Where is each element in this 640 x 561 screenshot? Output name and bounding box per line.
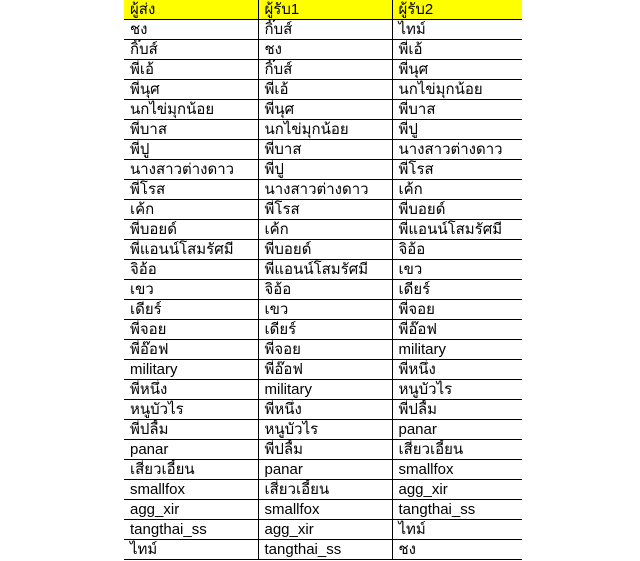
header-row-group xyxy=(124,0,522,20)
cell-recipient-2[interactable]: นางสาวต่างดาว xyxy=(392,140,522,160)
cell-sender[interactable]: พี่หนึ่ง xyxy=(124,380,258,400)
table-row xyxy=(124,300,522,320)
cell-recipient-1[interactable]: พี่นุศ xyxy=(258,100,392,120)
table-row xyxy=(124,200,522,220)
cell-sender[interactable]: พี่นุศ xyxy=(124,80,258,100)
cell-recipient-1[interactable]: หนูบัวไร xyxy=(258,420,392,440)
cell-sender[interactable]: จิอ้อ xyxy=(124,260,258,280)
cell-sender[interactable]: พี่บาส xyxy=(124,120,258,140)
cell-recipient-2[interactable]: military xyxy=(392,340,522,360)
header-recipient-1[interactable]: ผู้รับ1 xyxy=(258,0,392,20)
cell-sender[interactable]: tangthai_ss xyxy=(124,520,258,540)
table-row xyxy=(124,520,522,540)
header-recipient-2[interactable]: ผู้รับ2 xyxy=(392,0,522,20)
cell-recipient-2[interactable]: smallfox xyxy=(392,460,522,480)
cell-recipient-2[interactable]: นกไข่มุกน้อย xyxy=(392,80,522,100)
cell-sender[interactable]: ชง xyxy=(124,20,258,40)
cell-recipient-2[interactable]: พี่ปลื้ม xyxy=(392,400,522,420)
cell-recipient-2[interactable]: พี่อ๊อฟ xyxy=(392,320,522,340)
cell-sender[interactable]: พี่อ๊อฟ xyxy=(124,340,258,360)
cell-recipient-2[interactable]: พี่บาส xyxy=(392,100,522,120)
cell-recipient-2[interactable]: ชง xyxy=(392,540,522,560)
cell-sender[interactable]: พี่บอยด์ xyxy=(124,220,258,240)
cell-recipient-1[interactable]: พี่อ๊อฟ xyxy=(258,360,392,380)
cell-recipient-1[interactable]: พี่หนึ่ง xyxy=(258,400,392,420)
cell-recipient-2[interactable]: พี่นุศ xyxy=(392,60,522,80)
cell-recipient-1[interactable]: เค้ก xyxy=(258,220,392,240)
cell-sender[interactable]: พี่โรส xyxy=(124,180,258,200)
table-row xyxy=(124,360,522,380)
cell-recipient-2[interactable]: พี่จอย xyxy=(392,300,522,320)
cell-sender[interactable]: panar xyxy=(124,440,258,460)
cell-sender[interactable]: พี่จอย xyxy=(124,320,258,340)
cell-recipient-2[interactable]: agg_xir xyxy=(392,480,522,500)
cell-recipient-1[interactable]: พี่บาส xyxy=(258,140,392,160)
cell-sender[interactable]: พี่แอนน์โสมรัศมี xyxy=(124,240,258,260)
table-row xyxy=(124,320,522,340)
cell-recipient-2[interactable]: พี่บอยด์ xyxy=(392,200,522,220)
cell-recipient-1[interactable]: เสี่ยวเอี้ยน xyxy=(258,480,392,500)
cell-recipient-1[interactable]: พี่แอนน์โสมรัศมี xyxy=(258,260,392,280)
table-body xyxy=(124,20,522,560)
cell-recipient-1[interactable]: military xyxy=(258,380,392,400)
cell-recipient-1[interactable]: เขว xyxy=(258,300,392,320)
cell-sender[interactable]: พี่ปลื้ม xyxy=(124,420,258,440)
cell-recipient-1[interactable]: พี่ปลื้ม xyxy=(258,440,392,460)
cell-recipient-1[interactable]: agg_xir xyxy=(258,520,392,540)
spreadsheet-table xyxy=(124,0,522,560)
table-row xyxy=(124,260,522,280)
cell-recipient-2[interactable]: panar xyxy=(392,420,522,440)
table-row xyxy=(124,180,522,200)
cell-sender[interactable]: นางสาวต่างดาว xyxy=(124,160,258,180)
table-row xyxy=(124,280,522,300)
cell-recipient-2[interactable]: พี่แอนน์โสมรัศมี xyxy=(392,220,522,240)
cell-recipient-1[interactable]: พี่โรส xyxy=(258,200,392,220)
cell-recipient-1[interactable]: เดียร์ xyxy=(258,320,392,340)
table-row xyxy=(124,60,522,80)
cell-recipient-2[interactable]: พี่เอ้ xyxy=(392,40,522,60)
cell-recipient-2[interactable]: เสี่ยวเอี้ยน xyxy=(392,440,522,460)
cell-sender[interactable]: military xyxy=(124,360,258,380)
table-row xyxy=(124,540,522,560)
cell-recipient-1[interactable]: smallfox xyxy=(258,500,392,520)
table-row xyxy=(124,20,522,40)
cell-sender[interactable]: พี่เอ้ xyxy=(124,60,258,80)
cell-recipient-2[interactable]: tangthai_ss xyxy=(392,500,522,520)
cell-recipient-2[interactable]: พี่โรส xyxy=(392,160,522,180)
cell-recipient-2[interactable]: หนูบัวไร xyxy=(392,380,522,400)
cell-recipient-2[interactable]: จิอ้อ xyxy=(392,240,522,260)
cell-recipient-2[interactable]: พี่หนึ่ง xyxy=(392,360,522,380)
cell-recipient-1[interactable]: จิอ้อ xyxy=(258,280,392,300)
table-row xyxy=(124,420,522,440)
cell-sender[interactable]: เขว xyxy=(124,280,258,300)
cell-recipient-2[interactable]: พี่ปู xyxy=(392,120,522,140)
cell-recipient-1[interactable]: พี่ปู xyxy=(258,160,392,180)
cell-recipient-1[interactable]: นางสาวต่างดาว xyxy=(258,180,392,200)
table-row xyxy=(124,340,522,360)
cell-recipient-2[interactable]: ไทม์ xyxy=(392,520,522,540)
cell-sender[interactable]: เสี่ยวเอี้ยน xyxy=(124,460,258,480)
cell-sender[interactable]: smallfox xyxy=(124,480,258,500)
cell-recipient-1[interactable]: กิ๊บส์ xyxy=(258,60,392,80)
table-row xyxy=(124,140,522,160)
cell-recipient-1[interactable]: พี่บอยด์ xyxy=(258,240,392,260)
cell-sender[interactable]: กิ๊บส์ xyxy=(124,40,258,60)
cell-sender[interactable]: เค้ก xyxy=(124,200,258,220)
table-row xyxy=(124,80,522,100)
cell-recipient-1[interactable]: ชง xyxy=(258,40,392,60)
table-row xyxy=(124,160,522,180)
cell-recipient-1[interactable]: พี่จอย xyxy=(258,340,392,360)
table-row xyxy=(124,380,522,400)
header-sender[interactable]: ผู้ส่ง xyxy=(124,0,258,20)
table-row xyxy=(124,40,522,60)
table-row xyxy=(124,400,522,420)
table-row xyxy=(124,500,522,520)
cell-sender[interactable]: หนูบัวไร xyxy=(124,400,258,420)
cell-sender[interactable]: เดียร์ xyxy=(124,300,258,320)
table-row xyxy=(124,120,522,140)
header-row xyxy=(124,0,522,20)
table-row xyxy=(124,480,522,500)
cell-sender[interactable]: พี่ปู xyxy=(124,140,258,160)
cell-recipient-1[interactable]: นกไข่มุกน้อย xyxy=(258,120,392,140)
cell-recipient-1[interactable]: พี่เอ้ xyxy=(258,80,392,100)
cell-recipient-2[interactable]: เค้ก xyxy=(392,180,522,200)
cell-sender[interactable]: ไทม์ xyxy=(124,540,258,560)
cell-sender[interactable]: agg_xir xyxy=(124,500,258,520)
table-row xyxy=(124,440,522,460)
cell-recipient-1[interactable]: กิ๊บส์ xyxy=(258,20,392,40)
cell-recipient-1[interactable]: panar xyxy=(258,460,392,480)
cell-recipient-2[interactable]: เขว xyxy=(392,260,522,280)
cell-recipient-1[interactable]: tangthai_ss xyxy=(258,540,392,560)
table-row xyxy=(124,220,522,240)
table-row xyxy=(124,460,522,480)
cell-sender[interactable]: นกไข่มุกน้อย xyxy=(124,100,258,120)
cell-recipient-2[interactable]: ไทม์ xyxy=(392,20,522,40)
table-row xyxy=(124,100,522,120)
table-row xyxy=(124,240,522,260)
cell-recipient-2[interactable]: เดียร์ xyxy=(392,280,522,300)
